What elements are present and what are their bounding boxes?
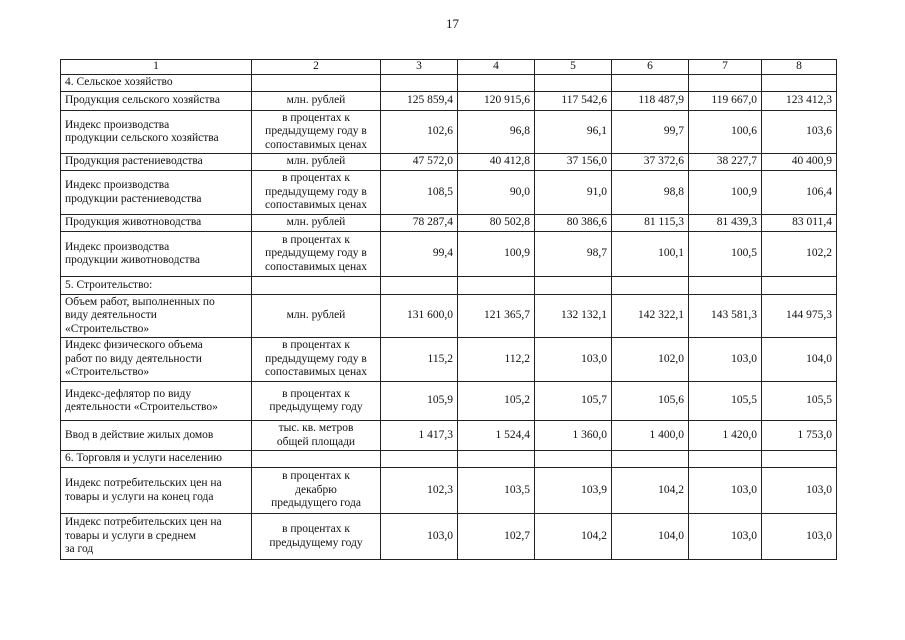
value-cell: 105,5	[689, 382, 762, 421]
empty-cell	[458, 277, 535, 295]
value-cell: 81 439,3	[689, 215, 762, 232]
indicator-name: Индекс производства продукции сельского хозяйства	[61, 111, 252, 154]
indicator-name: Продукция сельского хозяйства	[61, 92, 252, 111]
value-cell: 103,0	[689, 468, 762, 514]
value-cell: 103,9	[535, 468, 612, 514]
unit-cell: в процентах к предыдущему году в сопоставимых ценах	[252, 111, 381, 154]
value-cell: 118 487,9	[612, 92, 689, 111]
value-cell: 99,7	[612, 111, 689, 154]
value-cell: 38 227,7	[689, 154, 762, 171]
value-cell: 102,7	[458, 514, 535, 560]
value-cell: 1 417,3	[381, 421, 458, 451]
value-cell: 102,3	[381, 468, 458, 514]
value-cell: 37 372,6	[612, 154, 689, 171]
value-cell: 131 600,0	[381, 295, 458, 338]
column-header: 8	[762, 60, 837, 75]
page-number: 17	[446, 16, 459, 31]
value-cell: 100,6	[689, 111, 762, 154]
unit-cell: млн. рублей	[252, 295, 381, 338]
column-header: 1	[61, 60, 252, 75]
empty-cell	[252, 277, 381, 295]
empty-cell	[689, 75, 762, 92]
section-row	[61, 277, 837, 295]
value-cell: 104,0	[612, 514, 689, 560]
column-header: 4	[458, 60, 535, 75]
empty-cell	[252, 451, 381, 468]
value-cell: 103,0	[535, 338, 612, 382]
empty-cell	[252, 75, 381, 92]
table-row	[61, 232, 837, 277]
indicator-name: Индекс производства продукции животноводства	[61, 232, 252, 277]
statistics-table	[60, 59, 837, 560]
value-cell: 103,0	[381, 514, 458, 560]
value-cell: 105,9	[381, 382, 458, 421]
table-row	[61, 111, 837, 154]
value-cell: 102,2	[762, 232, 837, 277]
value-cell: 91,0	[535, 171, 612, 215]
unit-cell: в процентах к предыдущему году в сопоставимых ценах	[252, 338, 381, 382]
value-cell: 81 115,3	[612, 215, 689, 232]
value-cell: 104,0	[762, 338, 837, 382]
value-cell: 120 915,6	[458, 92, 535, 111]
section-title: 6. Торговля и услуги населению	[61, 451, 252, 468]
table-body	[61, 75, 837, 560]
indicator-name: Объем работ, выполненных по виду деятельности «Строительство»	[61, 295, 252, 338]
value-cell: 108,5	[381, 171, 458, 215]
value-cell: 115,2	[381, 338, 458, 382]
value-cell: 121 365,7	[458, 295, 535, 338]
unit-cell: млн. рублей	[252, 215, 381, 232]
value-cell: 106,4	[762, 171, 837, 215]
section-row	[61, 75, 837, 92]
indicator-name: Продукция растениеводства	[61, 154, 252, 171]
value-cell: 103,0	[762, 468, 837, 514]
value-cell: 78 287,4	[381, 215, 458, 232]
value-cell: 103,6	[762, 111, 837, 154]
value-cell: 100,5	[689, 232, 762, 277]
column-header: 7	[689, 60, 762, 75]
section-title: 5. Строительство:	[61, 277, 252, 295]
value-cell: 37 156,0	[535, 154, 612, 171]
value-cell: 80 502,8	[458, 215, 535, 232]
value-cell: 96,8	[458, 111, 535, 154]
value-cell: 103,0	[762, 514, 837, 560]
value-cell: 1 360,0	[535, 421, 612, 451]
empty-cell	[612, 277, 689, 295]
table-row	[61, 514, 837, 560]
indicator-name: Индекс потребительских цен на товары и услуги в среднем за год	[61, 514, 252, 560]
column-header: 3	[381, 60, 458, 75]
empty-cell	[689, 451, 762, 468]
empty-cell	[535, 277, 612, 295]
value-cell: 98,7	[535, 232, 612, 277]
empty-cell	[535, 451, 612, 468]
indicator-name: Индекс потребительских цен на товары и услуги на конец года	[61, 468, 252, 514]
value-cell: 117 542,6	[535, 92, 612, 111]
value-cell: 105,7	[535, 382, 612, 421]
empty-cell	[689, 277, 762, 295]
table-row	[61, 382, 837, 421]
value-cell: 90,0	[458, 171, 535, 215]
unit-cell: тыс. кв. метров общей площади	[252, 421, 381, 451]
value-cell: 123 412,3	[762, 92, 837, 111]
empty-cell	[612, 451, 689, 468]
value-cell: 103,0	[689, 338, 762, 382]
value-cell: 105,6	[612, 382, 689, 421]
value-cell: 1 524,4	[458, 421, 535, 451]
value-cell: 119 667,0	[689, 92, 762, 111]
empty-cell	[762, 75, 837, 92]
value-cell: 105,5	[762, 382, 837, 421]
value-cell: 100,9	[689, 171, 762, 215]
value-cell: 100,9	[458, 232, 535, 277]
value-cell: 47 572,0	[381, 154, 458, 171]
value-cell: 83 011,4	[762, 215, 837, 232]
value-cell: 1 753,0	[762, 421, 837, 451]
value-cell: 144 975,3	[762, 295, 837, 338]
unit-cell: в процентах к предыдущему году в сопоставимых ценах	[252, 171, 381, 215]
unit-cell: в процентах к предыдущему году	[252, 382, 381, 421]
value-cell: 125 859,4	[381, 92, 458, 111]
header-row	[61, 60, 837, 75]
value-cell: 103,5	[458, 468, 535, 514]
empty-cell	[381, 451, 458, 468]
value-cell: 102,0	[612, 338, 689, 382]
value-cell: 96,1	[535, 111, 612, 154]
value-cell: 102,6	[381, 111, 458, 154]
value-cell: 99,4	[381, 232, 458, 277]
section-title: 4. Сельское хозяйство	[61, 75, 252, 92]
table-row	[61, 171, 837, 215]
table-row	[61, 338, 837, 382]
table-row	[61, 295, 837, 338]
indicator-name: Индекс физического объема работ по виду деятельности «Строительство»	[61, 338, 252, 382]
indicator-name: Индекс производства продукции растениеводства	[61, 171, 252, 215]
value-cell: 132 132,1	[535, 295, 612, 338]
value-cell: 103,0	[689, 514, 762, 560]
empty-cell	[458, 451, 535, 468]
section-row	[61, 451, 837, 468]
empty-cell	[458, 75, 535, 92]
value-cell: 40 400,9	[762, 154, 837, 171]
value-cell: 104,2	[612, 468, 689, 514]
value-cell: 1 420,0	[689, 421, 762, 451]
empty-cell	[535, 75, 612, 92]
value-cell: 80 386,6	[535, 215, 612, 232]
table-row	[61, 154, 837, 171]
value-cell: 112,2	[458, 338, 535, 382]
empty-cell	[381, 277, 458, 295]
empty-cell	[762, 451, 837, 468]
value-cell: 40 412,8	[458, 154, 535, 171]
value-cell: 142 322,1	[612, 295, 689, 338]
unit-cell: млн. рублей	[252, 154, 381, 171]
value-cell: 98,8	[612, 171, 689, 215]
value-cell: 1 400,0	[612, 421, 689, 451]
table-row	[61, 215, 837, 232]
indicator-name: Продукция животноводства	[61, 215, 252, 232]
unit-cell: в процентах к предыдущему году в сопоставимых ценах	[252, 232, 381, 277]
table-row	[61, 92, 837, 111]
table-row	[61, 468, 837, 514]
empty-cell	[762, 277, 837, 295]
value-cell: 104,2	[535, 514, 612, 560]
indicator-name: Индекс-дефлятор по виду деятельности «Строительство»	[61, 382, 252, 421]
unit-cell: млн. рублей	[252, 92, 381, 111]
unit-cell: в процентах к декабрю предыдущего года	[252, 468, 381, 514]
value-cell: 143 581,3	[689, 295, 762, 338]
unit-cell: в процентах к предыдущему году	[252, 514, 381, 560]
column-header: 2	[252, 60, 381, 75]
empty-cell	[381, 75, 458, 92]
value-cell: 100,1	[612, 232, 689, 277]
column-header: 6	[612, 60, 689, 75]
column-header: 5	[535, 60, 612, 75]
value-cell: 105,2	[458, 382, 535, 421]
table-row	[61, 421, 837, 451]
empty-cell	[612, 75, 689, 92]
indicator-name: Ввод в действие жилых домов	[61, 421, 252, 451]
